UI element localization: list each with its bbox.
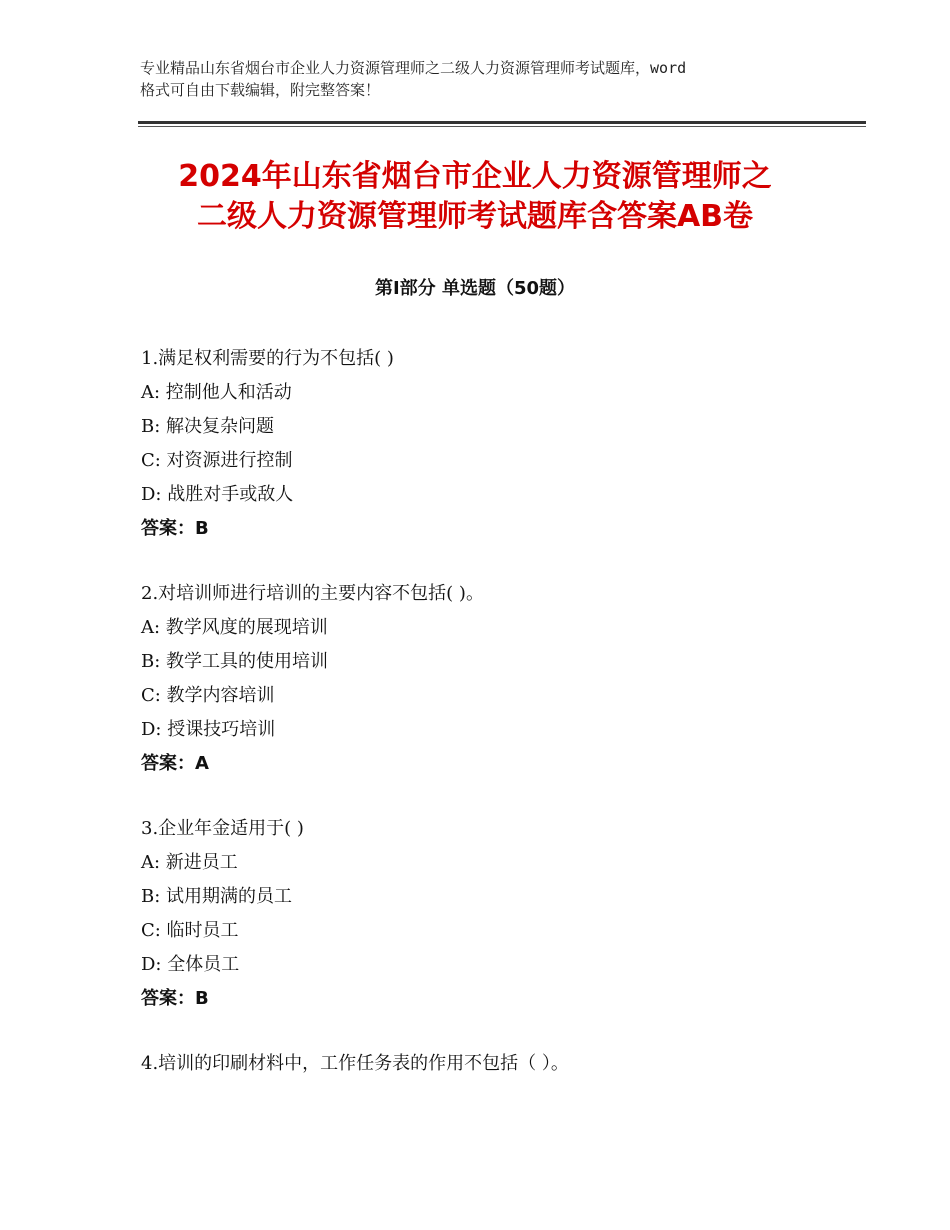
question-text: 2.对培训师进行培训的主要内容不包括( )。 (141, 583, 484, 604)
question-1 (141, 342, 841, 546)
document-title (100, 157, 850, 237)
answer-label: 答案：A (141, 753, 209, 774)
header-note (140, 57, 840, 101)
option-b: B: 解决复杂问题 (141, 416, 275, 437)
question-list (141, 342, 841, 1112)
option-d: D: 授课技巧培训 (141, 719, 276, 740)
question-text: 3.企业年金适用于( ) (141, 818, 304, 839)
question-text: 4.培训的印刷材料中，工作任务表的作用不包括（ ）。 (141, 1053, 569, 1074)
option-a: A: 教学风度的展现培训 (141, 617, 328, 638)
document-title-line-2: 二级人力资源管理师考试题库含答案AB卷 (196, 199, 754, 234)
option-c: C: 对资源进行控制 (141, 450, 293, 471)
option-b: B: 试用期满的员工 (141, 886, 293, 907)
header-divider-thick (138, 121, 866, 124)
option-a: A: 新进员工 (141, 852, 238, 873)
question-text: 1.满足权利需要的行为不包括( ) (141, 348, 394, 369)
option-d: D: 战胜对手或敌人 (141, 484, 294, 505)
header-divider-thin (138, 126, 866, 127)
option-d: D: 全体员工 (141, 954, 240, 975)
question-2 (141, 577, 841, 781)
question-3 (141, 812, 841, 1016)
option-b: B: 教学工具的使用培训 (141, 651, 329, 672)
document-title-line-1: 2024年山东省烟台市企业人力资源管理师之 (178, 159, 772, 194)
section-heading: 第Ⅰ部分 单选题（50题） (374, 278, 575, 299)
answer-label: 答案：B (141, 988, 209, 1009)
question-4 (141, 1047, 841, 1081)
option-c: C: 教学内容培训 (141, 685, 275, 706)
answer-label: 答案：B (141, 518, 209, 539)
option-c: C: 临时员工 (141, 920, 239, 941)
header-note-line-2: 格式可自由下载编辑，附完整答案！ (140, 81, 381, 99)
header-note-line-1: 专业精品山东省烟台市企业人力资源管理师之二级人力资源管理师考试题库，word (140, 59, 687, 77)
option-a: A: 控制他人和活动 (141, 382, 292, 403)
